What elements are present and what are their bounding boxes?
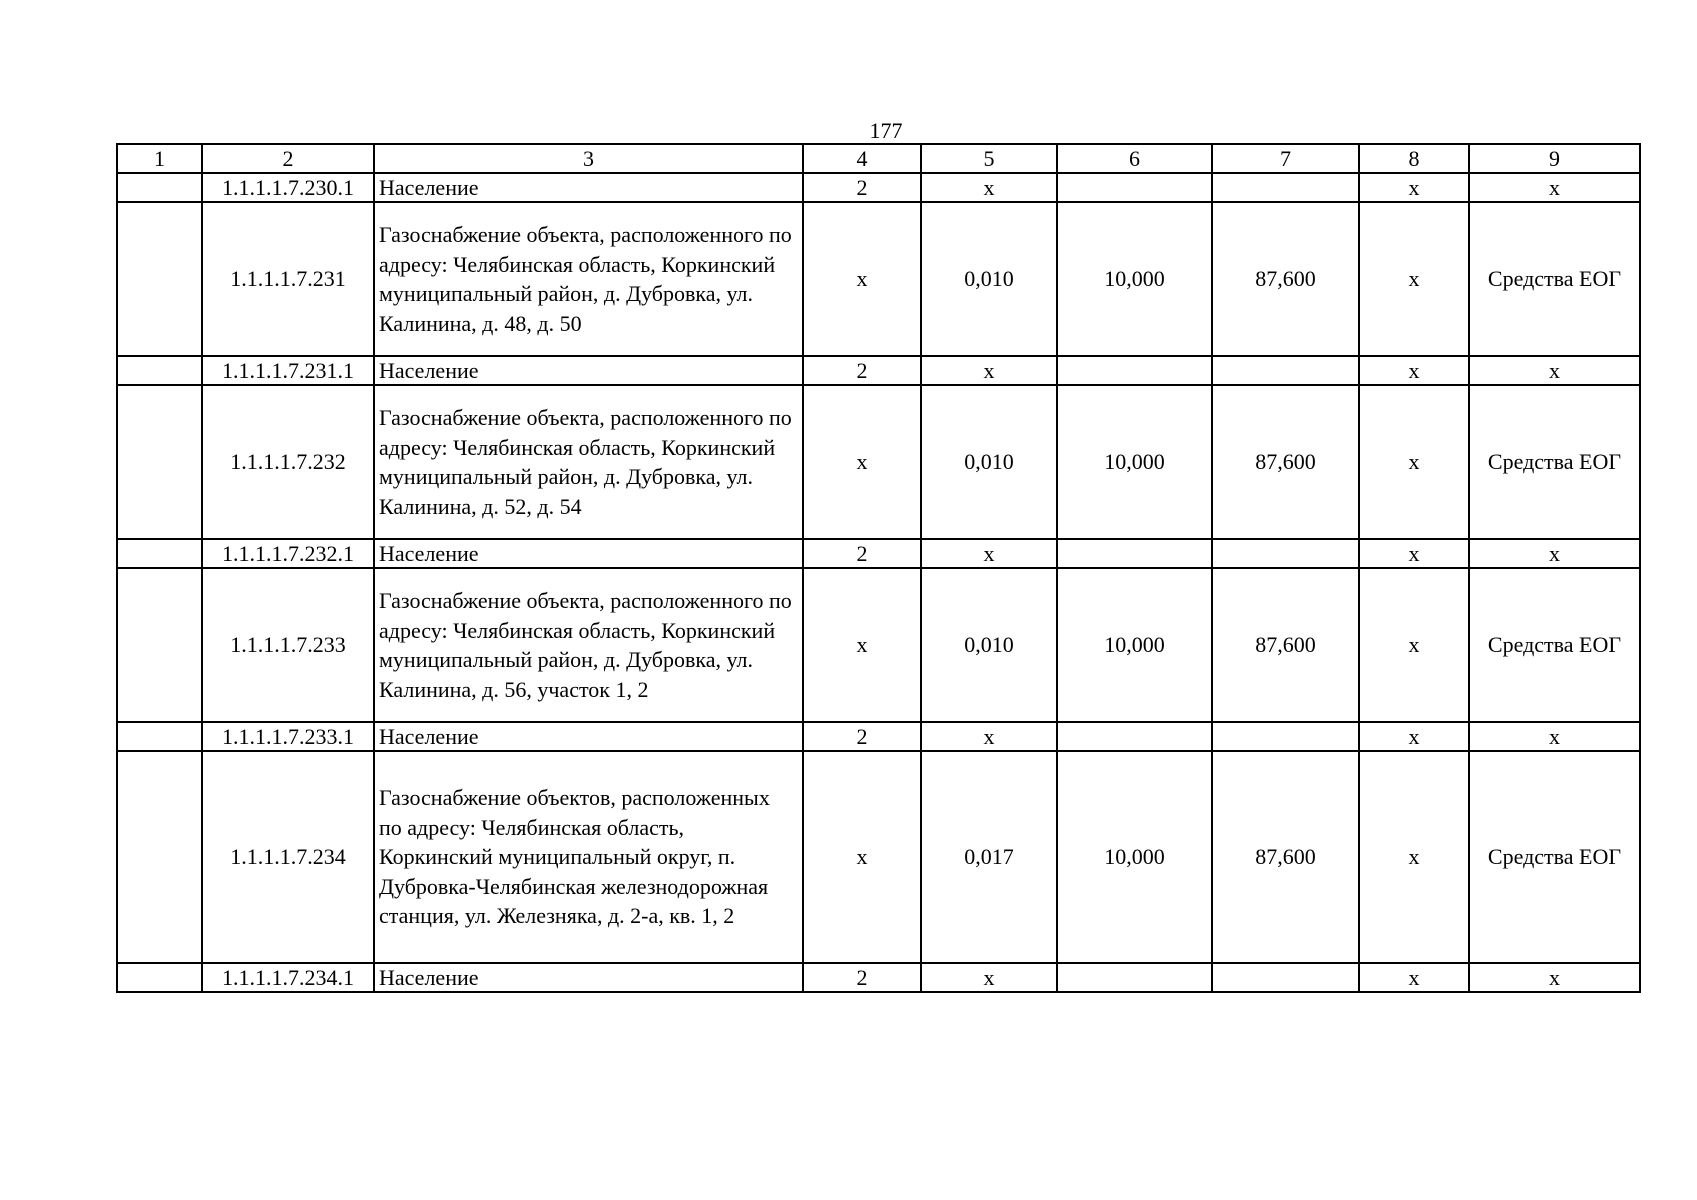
cell-description: Газоснабжение объекта, расположенного по адресу: Челябинская область, Коркинский муниципальный район, д. Дубровка, ул. Калинина, д. 56, участок 1, 2: [374, 568, 803, 722]
column-header: 1: [117, 144, 202, 173]
column-header: 4: [803, 144, 921, 173]
cell-col8: х: [1359, 751, 1469, 963]
cell-col7: [1212, 722, 1359, 751]
cell-col5: х: [921, 963, 1057, 992]
cell-col6: 10,000: [1057, 568, 1212, 722]
cell-col8: х: [1359, 722, 1469, 751]
cell-col8: х: [1359, 202, 1469, 356]
table-row: [117, 539, 1640, 568]
cell-col7: [1212, 173, 1359, 202]
cell-col5: х: [921, 722, 1057, 751]
cell-code: 1.1.1.1.7.233: [202, 568, 374, 722]
cell-col5: х: [921, 539, 1057, 568]
cell-description: Газоснабжение объектов, расположенных по адресу: Челябинская область, Коркинский муниципальный округ, п. Дубровка-Челябинская железнодорожная станция, ул. Железняка, д. 2-а, кв. 1, 2: [374, 751, 803, 963]
cell-col6: 10,000: [1057, 751, 1212, 963]
table-row: [117, 356, 1640, 385]
cell-description: Население: [374, 356, 803, 385]
header-row: [117, 144, 1640, 173]
cell-col5: 0,010: [921, 568, 1057, 722]
cell-col9: Средства ЕОГ: [1469, 751, 1640, 963]
cell-number: [117, 568, 202, 722]
column-header: 8: [1359, 144, 1469, 173]
cell-col6: [1057, 173, 1212, 202]
cell-col9: х: [1469, 173, 1640, 202]
data-table: [116, 143, 1641, 993]
cell-col8: х: [1359, 173, 1469, 202]
cell-col7: [1212, 963, 1359, 992]
cell-number: [117, 722, 202, 751]
cell-col8: х: [1359, 539, 1469, 568]
cell-code: 1.1.1.1.7.230.1: [202, 173, 374, 202]
cell-col7: [1212, 356, 1359, 385]
cell-col8: х: [1359, 963, 1469, 992]
column-header: 7: [1212, 144, 1359, 173]
cell-col8: х: [1359, 568, 1469, 722]
cell-col8: х: [1359, 356, 1469, 385]
cell-number: [117, 385, 202, 539]
table-row: [117, 751, 1640, 963]
cell-code: 1.1.1.1.7.234.1: [202, 963, 374, 992]
cell-col5: х: [921, 356, 1057, 385]
column-header: 6: [1057, 144, 1212, 173]
cell-col4: х: [803, 385, 921, 539]
cell-col7: 87,600: [1212, 568, 1359, 722]
cell-col4: 2: [803, 173, 921, 202]
table-row: [117, 173, 1640, 202]
cell-col9: Средства ЕОГ: [1469, 568, 1640, 722]
page-number: 177: [869, 118, 903, 143]
cell-number: [117, 751, 202, 963]
cell-number: [117, 356, 202, 385]
cell-col4: х: [803, 202, 921, 356]
cell-col4: 2: [803, 539, 921, 568]
cell-col4: 2: [803, 356, 921, 385]
cell-description: Население: [374, 722, 803, 751]
column-header: 5: [921, 144, 1057, 173]
cell-col5: 0,010: [921, 385, 1057, 539]
cell-col7: 87,600: [1212, 751, 1359, 963]
cell-col4: 2: [803, 963, 921, 992]
cell-col9: Средства ЕОГ: [1469, 202, 1640, 356]
table-row: [117, 202, 1640, 356]
cell-col9: х: [1469, 722, 1640, 751]
cell-code: 1.1.1.1.7.231: [202, 202, 374, 356]
column-header: 2: [202, 144, 374, 173]
cell-code: 1.1.1.1.7.232: [202, 385, 374, 539]
column-header: 9: [1469, 144, 1640, 173]
cell-code: 1.1.1.1.7.234: [202, 751, 374, 963]
cell-col6: [1057, 356, 1212, 385]
cell-code: 1.1.1.1.7.231.1: [202, 356, 374, 385]
cell-description: Население: [374, 173, 803, 202]
table-row: [117, 963, 1640, 992]
cell-number: [117, 202, 202, 356]
cell-col5: 0,017: [921, 751, 1057, 963]
cell-col5: х: [921, 173, 1057, 202]
cell-col4: х: [803, 568, 921, 722]
cell-col9: Средства ЕОГ: [1469, 385, 1640, 539]
cell-col7: 87,600: [1212, 202, 1359, 356]
cell-col9: х: [1469, 963, 1640, 992]
cell-col5: 0,010: [921, 202, 1057, 356]
cell-number: [117, 539, 202, 568]
column-header: 3: [374, 144, 803, 173]
cell-description: Газоснабжение объекта, расположенного по адресу: Челябинская область, Коркинский муниципальный район, д. Дубровка, ул. Калинина, д. 52, д. 54: [374, 385, 803, 539]
cell-code: 1.1.1.1.7.232.1: [202, 539, 374, 568]
table-row: [117, 722, 1640, 751]
cell-col9: х: [1469, 356, 1640, 385]
cell-col8: х: [1359, 385, 1469, 539]
cell-col6: 10,000: [1057, 385, 1212, 539]
cell-description: Газоснабжение объекта, расположенного по адресу: Челябинская область, Коркинский муниципальный район, д. Дубровка, ул. Калинина, д. 48, д. 50: [374, 202, 803, 356]
cell-col6: [1057, 963, 1212, 992]
cell-col4: 2: [803, 722, 921, 751]
cell-col7: 87,600: [1212, 385, 1359, 539]
cell-col9: х: [1469, 539, 1640, 568]
cell-col6: [1057, 539, 1212, 568]
table-row: [117, 568, 1640, 722]
cell-col7: [1212, 539, 1359, 568]
cell-number: [117, 963, 202, 992]
cell-col6: [1057, 722, 1212, 751]
cell-description: Население: [374, 539, 803, 568]
cell-col4: х: [803, 751, 921, 963]
cell-code: 1.1.1.1.7.233.1: [202, 722, 374, 751]
cell-col6: 10,000: [1057, 202, 1212, 356]
cell-description: Население: [374, 963, 803, 992]
table-row: [117, 385, 1640, 539]
cell-number: [117, 173, 202, 202]
